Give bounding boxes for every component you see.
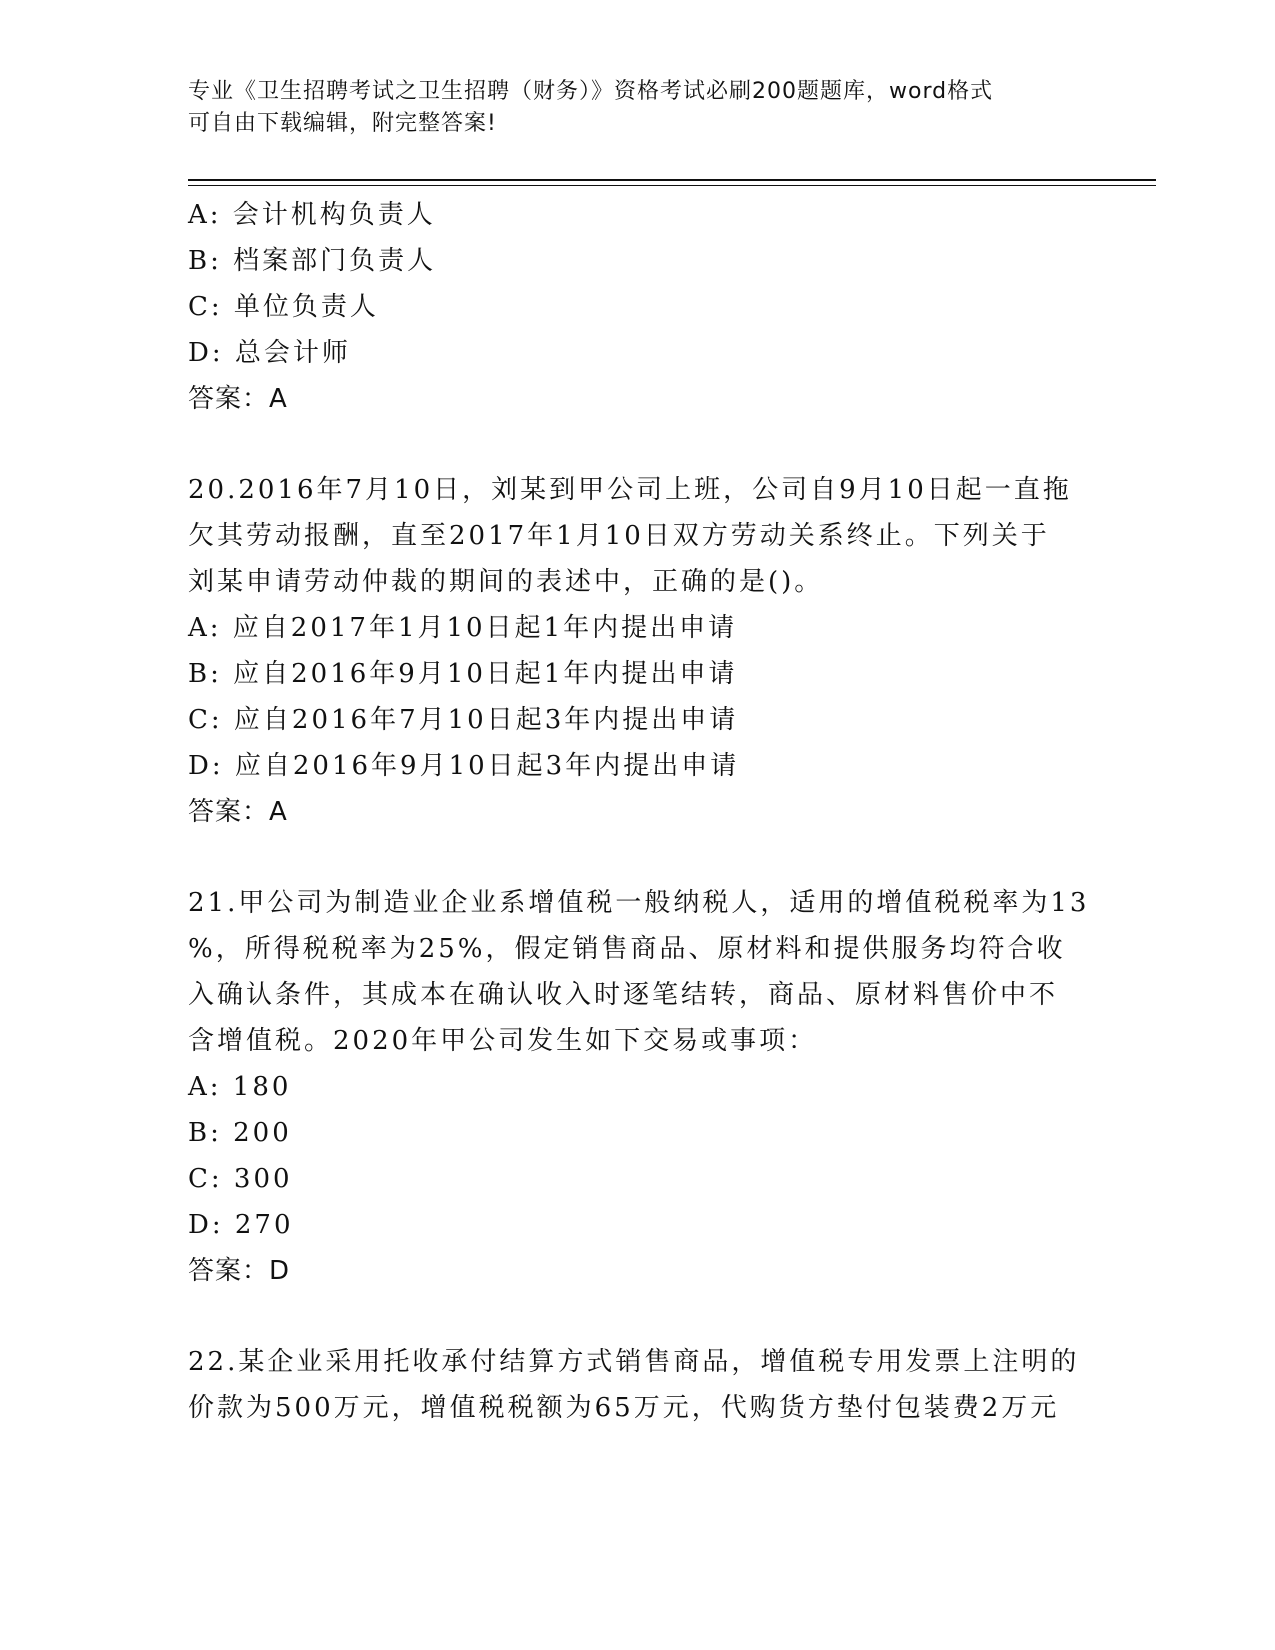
- question-21: [188, 880, 1088, 1294]
- question-19: [188, 192, 1088, 422]
- option-c: C: 单位负责人: [188, 292, 379, 322]
- question-stem-line: 欠其劳动报酬，直至2017年1月10日双方劳动关系终止。下列关于: [188, 521, 1050, 551]
- answer: 答案：A: [188, 797, 288, 827]
- question-stem-line: 22.某企业采用托收承付结算方式销售商品，增值税专用发票上注明的: [188, 1347, 1080, 1377]
- option-b: B: 200: [188, 1118, 292, 1148]
- header-title-line-2: 可自由下载编辑，附完整答案!: [188, 111, 497, 136]
- option-d: D: 总会计师: [188, 338, 351, 368]
- option-c: C: 应自2016年7月10日起3年内提出申请: [188, 705, 739, 735]
- question-20: [188, 467, 1088, 835]
- option-d: D: 270: [188, 1210, 294, 1240]
- document-header: [188, 76, 1088, 140]
- option-a: A: 会计机构负责人: [188, 200, 436, 230]
- question-stem-line: 含增值税。2020年甲公司发生如下交易或事项：: [188, 1026, 818, 1056]
- question-stem-line: 21.甲公司为制造业企业系增值税一般纳税人，适用的增值税税率为13: [188, 888, 1090, 918]
- option-a: A: 应自2017年1月10日起1年内提出申请: [188, 613, 738, 643]
- answer: 答案：D: [188, 1256, 291, 1286]
- question-stem-line: %，所得税税率为25%，假定销售商品、原材料和提供服务均符合收: [188, 934, 1066, 964]
- question-22: [188, 1339, 1088, 1431]
- question-stem-line: 价款为500万元，增值税税额为65万元，代购货方垫付包装费2万元: [188, 1393, 1060, 1423]
- header-rule-thin: [188, 185, 1156, 186]
- question-stem-line: 刘某申请劳动仲裁的期间的表述中，正确的是()。: [188, 567, 824, 597]
- header-title-line-1: 专业《卫生招聘考试之卫生招聘（财务）》资格考试必刷200题题库，word格式: [188, 79, 994, 104]
- question-stem-line: 20.2016年7月10日，刘某到甲公司上班，公司自9月10日起一直拖: [188, 475, 1072, 505]
- option-a: A: 180: [188, 1072, 292, 1102]
- option-c: C: 300: [188, 1164, 293, 1194]
- option-b: B: 档案部门负责人: [188, 246, 437, 276]
- header-rule-thick: [188, 179, 1156, 181]
- option-b: B: 应自2016年9月10日起1年内提出申请: [188, 659, 738, 689]
- option-d: D: 应自2016年9月10日起3年内提出申请: [188, 751, 740, 781]
- question-stem-line: 入确认条件，其成本在确认收入时逐笔结转，商品、原材料售价中不: [188, 980, 1059, 1010]
- question-content: [188, 192, 1088, 1431]
- answer: 答案：A: [188, 384, 288, 414]
